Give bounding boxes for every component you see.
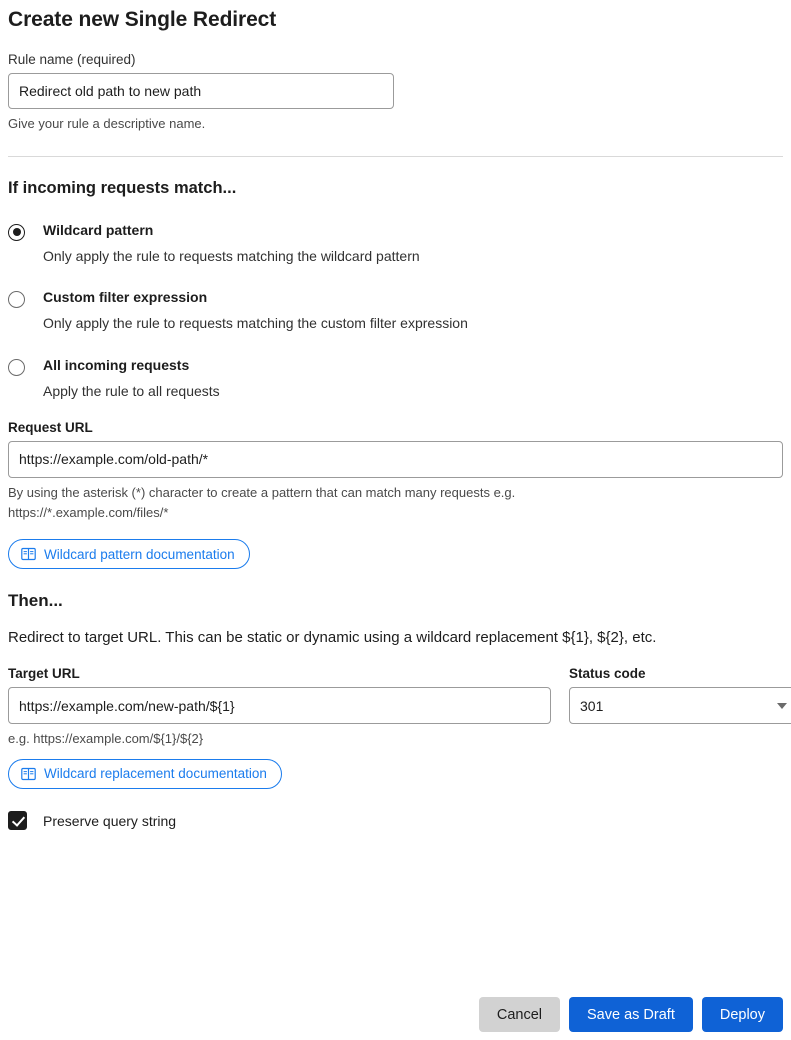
wildcard-pattern-documentation-link[interactable]	[8, 539, 250, 569]
cancel-button[interactable]: Cancel	[479, 997, 560, 1032]
create-single-redirect-page	[0, 8, 791, 1040]
page-title: Create new Single Redirect	[8, 8, 277, 31]
radio-label-wildcard-pattern: Wildcard pattern	[43, 221, 154, 238]
section-divider	[8, 156, 783, 157]
radio-icon-all-incoming-requests[interactable]	[8, 359, 25, 376]
status-code-select[interactable]	[569, 687, 791, 724]
target-url-field	[8, 652, 551, 749]
book-icon	[21, 547, 36, 561]
form-actions	[479, 997, 783, 1032]
target-url-help: e.g. https://example.com/${1}/${2}	[8, 731, 204, 747]
radio-icon-wildcard-pattern[interactable]	[8, 224, 25, 241]
request-url-help-line2: https://*.example.com/files/*	[8, 505, 169, 521]
request-url-label: Request URL	[8, 419, 93, 435]
radio-icon-custom-filter-expression[interactable]	[8, 291, 25, 308]
status-code-field	[569, 652, 791, 749]
rule-name-help: Give your rule a descriptive name.	[8, 116, 206, 131]
rule-name-label: Rule name (required)	[8, 52, 136, 67]
status-code-label: Status code	[569, 666, 646, 682]
radio-desc-custom-filter-expression: Only apply the rule to requests matching the custom filter expression	[43, 315, 468, 332]
preserve-query-string-checkbox[interactable]	[8, 811, 27, 830]
radio-desc-wildcard-pattern: Only apply the rule to requests matching the wildcard pattern	[43, 247, 420, 264]
wildcard-replacement-documentation-label: Wildcard replacement documentation	[44, 766, 267, 782]
save-as-draft-button[interactable]: Save as Draft	[569, 997, 693, 1032]
match-options-group	[8, 222, 783, 400]
radio-label-custom-filter-expression: Custom filter expression	[43, 289, 208, 306]
target-and-status-row	[8, 652, 783, 749]
request-url-help-line1: By using the asterisk (*) character to create a pattern that can match many requests e.g.	[8, 484, 516, 500]
rule-name-input[interactable]	[8, 73, 394, 109]
target-url-input[interactable]	[8, 687, 551, 724]
wildcard-replacement-documentation-link[interactable]	[8, 759, 282, 789]
deploy-button[interactable]: Deploy	[702, 997, 783, 1032]
then-section-heading: Then...	[8, 591, 63, 611]
radio-option-custom-filter-expression[interactable]	[8, 289, 783, 332]
then-section-description: Redirect to target URL. This can be static or dynamic using a wildcard replacement ${1}, ${2}, etc.	[8, 629, 657, 647]
preserve-query-string-row[interactable]	[8, 811, 783, 830]
radio-option-wildcard-pattern[interactable]	[8, 222, 783, 265]
wildcard-pattern-documentation-label: Wildcard pattern documentation	[44, 546, 235, 562]
request-url-input[interactable]	[8, 441, 783, 478]
match-section-heading: If incoming requests match...	[8, 178, 237, 197]
book-icon	[21, 767, 36, 781]
radio-desc-all-incoming-requests: Apply the rule to all requests	[43, 382, 220, 399]
preserve-query-string-label: Preserve query string	[43, 812, 177, 829]
radio-label-all-incoming-requests: All incoming requests	[43, 357, 190, 374]
target-url-label: Target URL	[8, 666, 80, 682]
status-code-value: 301	[580, 697, 604, 714]
radio-option-all-incoming-requests[interactable]	[8, 357, 783, 400]
